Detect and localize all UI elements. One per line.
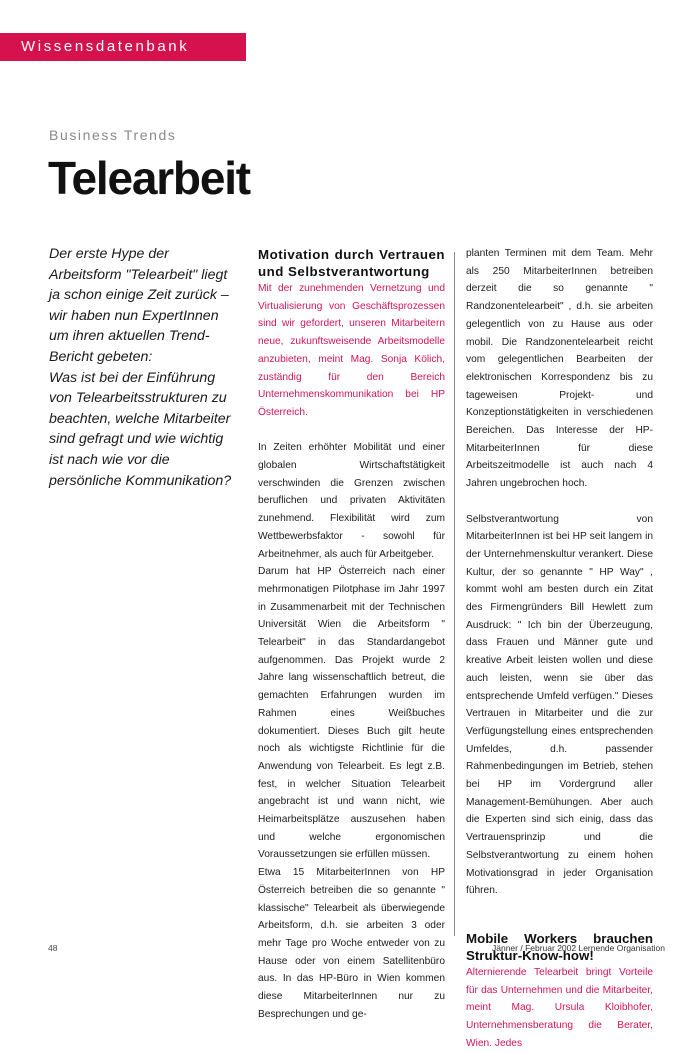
article-1-paragraph-3-start: Etwa 15 MitarbeiterInnen von HP Österreich betreiben die so genannte " klassische" Telearbeit als überwiegende Arbeitsform, d.h. sie arbeiten 3 oder mehr Tage pro Woche entweder von zu Hause oder von einem Satellitenbüro aus. In das HP-Büro in Wien kommen diese MitarbeiterInnen nur zu Besprechungen und ge- xyxy=(258,867,445,1020)
column-divider xyxy=(454,252,455,936)
article-column-3 xyxy=(466,245,653,1053)
article-1-heading: Motivation durch Vertrauen und Selbstverantwortung xyxy=(258,247,445,279)
article-1-paragraph-1: In Zeiten erhöhter Mobilität und einer globalen Wirtschaftstätigkeit verschwinden die Grenzen zwischen beruflichen und privaten Aktivitäten zunehmend. Flexibilität wird zum Wettbewerbsfaktor - sowohl für Arbeitnehmer, als auch für Arbeitgeber. xyxy=(258,442,445,560)
intro-questions xyxy=(49,244,239,491)
page-number: 48 xyxy=(48,943,58,953)
article-2-heading: Mobile Workers brauchen Struktur-Know-how! xyxy=(466,931,653,963)
section-banner-label: Wissensdatenbank xyxy=(21,38,190,55)
page-title: Telearbeit xyxy=(48,152,250,204)
paragraph-gap xyxy=(466,493,653,511)
section-gap xyxy=(466,900,653,930)
kicker: Business Trends xyxy=(49,127,177,143)
intro-question-1: Der erste Hype der Arbeitsform "Telearbeit" liegt ja schon einige Zeit zurück – wir haben nun ExpertInnen um ihren aktuellen Trend-Bericht gebeten: xyxy=(49,246,229,365)
article-1-paragraph-4: Selbstverantwortung von MitarbeiterInnen ist bei HP seit langem in der Unternehmenskultur verankert. Diese Kultur, der so genannte " HP Way" , kommt wohl am besten durch ein Zitat des Firmengründers Bill Hewlett zum Ausdruck: " Ich bin der Überzeugung, dass Frauen und Männer gute und kreative Arbeit leisten wollen und diese auch leisten, wenn sie über das entsprechende Umfeld verfügen." Dieses Vertrauen in Mitarbeiter und die zur Verfügungstellung eines entsprechenden Umfeldes, d.h. passender Rahmenbedingungen im Betrieb, stehen bei HP im Vordergrund aller Management-Bemühungen. Aber auch die Experten sind sich einig, dass das Vertrauensprinzip und die Selbstverantwortung zu einem hohen Motivationsgrad in jeder Organisation führen. xyxy=(466,513,653,897)
issue-footer: Jänner / Februar 2002 Lernende Organisation xyxy=(492,943,665,953)
section-banner xyxy=(0,33,246,61)
article-column-2 xyxy=(258,246,445,1024)
article-2-lead: Alternierende Telearbeit bringt Vorteile für das Unternehmen und die Mitarbeiter, meint Mag. Ursula Kloibhofer, Unternehmensberatung die Berater, Wien. Jedes xyxy=(466,967,653,1049)
article-1-paragraph-3-end: planten Terminen mit dem Team. Mehr als 250 MitarbeiterInnen betreiben derzeit die so genannte " Randzonentelearbeit" , d.h. sie arbeiten gelegentlich von zu Hause aus oder mobil. Die Randzonentelearbeit reicht vom gelegentlichen Bearbeiten der elektronischen Korrespondenz bis zu tageweisen Projekt- und Konzeptionstätigkeiten in verschiedenen Bereichen. Das Interesse der HP-MitarbeiterInnen für diese Arbeitszeitmodelle ist auch nach 4 Jahren ungebrochen hoch. xyxy=(466,248,653,490)
intro-question-2: Was ist bei der Einführung von Telearbeitsstrukturen zu beachten, welche Mitarbeiter sind gefragt und wie wichtig ist nach wie vor die persönliche Kommunikation? xyxy=(49,369,232,489)
article-1-paragraph-2: Darum hat HP Österreich nach einer mehrmonatigen Pilotphase im Jahr 1997 in Zusammenarbeit mit der Technischen Universität Wien die Arbeitsform " Telearbeit" in das Standardangebot aufgenommen. Das Projekt wurde 2 Jahre lang wissenschaftlich betreut, die gemachten Erfahrungen wurden im Rahmen eines Weißbuches dokumentiert. Dieses Buch gilt heute noch als wichtigste Richtlinie für die Anwendung von Telearbeit. Es legt z.B. fest, in welcher Situation Telearbeit angebracht ist und wann nicht, wie Heimarbeitsplätze auszusehen haben und welche ergonomischen Voraussetzungen sie erfüllen müssen. xyxy=(258,566,445,861)
article-1-lead: Mit der zunehmenden Vernetzung und Virtualisierung von Geschäftsprozessen sind wir gefordert, unseren Mitarbeitern neue, zukunftsweisende Arbeitsmodelle anzubieten, meint Mag. Sonja Kölich, zuständig für den Bereich Unternehmenskommunikation bei HP Österreich. xyxy=(258,283,445,418)
paragraph-gap xyxy=(258,422,445,440)
